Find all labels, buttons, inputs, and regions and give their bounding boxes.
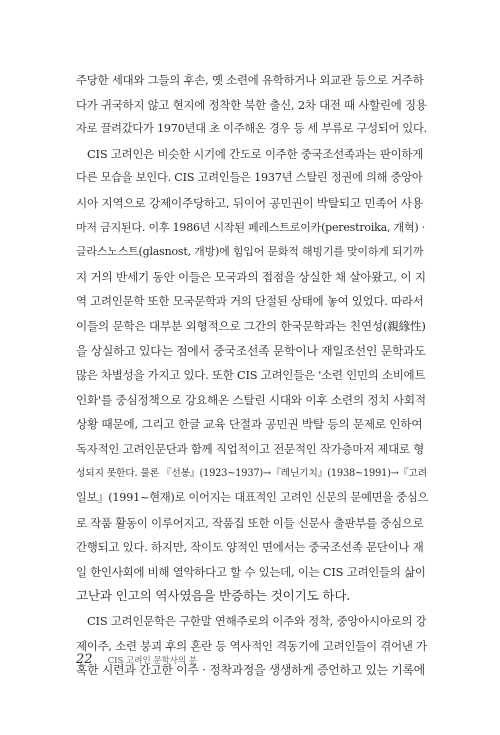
text-line: 혹한 시련과 간고한 이주 · 정착과정을 생생하게 증언하고 있는 기록에 (76, 663, 425, 678)
page-footer (76, 650, 197, 666)
text-line: 성되지 못한다. 물론 『선봉』(1923~1937)→『레닌기치』(1938~1991)→『고려 (76, 467, 427, 479)
text-line: 제이주, 소련 붕괴 후의 혼란 등 역사적인 격동기에 고려인들이 겪어낸 가 (76, 638, 427, 653)
text-line: 자로 끌려갔다가 1970년대 초 이주해온 경우 등 세 부류로 구성되어 있다. (76, 122, 427, 136)
text-line: 고난과 인고의 역사였음을 반증하는 것이기도 하다. (76, 588, 351, 604)
text-line: 많은 차별성을 가지고 있다. 또한 CIS 고려인들은 '소련 인민의 소비에트 (76, 368, 426, 383)
text-line: 지 거의 반세기 동안 이들은 모국과의 접점을 상실한 채 살아왔고, 이 지 (76, 269, 426, 284)
text-line: 마저 금지된다. 이후 1986년 시작된 페레스트로이카(perestroika, 개혁) · (76, 220, 426, 234)
text-line: 다른 모습을 보인다. CIS 고려인들은 1937년 스탈린 정권에 의해 중앙아 (76, 171, 423, 185)
page-number: 22 (76, 652, 93, 667)
text-line: 일보』(1991~현재)로 이어지는 대표적인 고려인 신문의 문예면을 중심으 (76, 491, 428, 505)
text-line: 다가 귀국하지 않고 현지에 정착한 북한 출신, 2차 대전 때 사할린에 징용 (76, 97, 427, 112)
text-line: 로 작품 활동이 이루어지고, 작품집 또한 이들 신문사 출판부를 중심으로 (76, 515, 424, 530)
text-line: 인화'를 중심정책으로 강요해온 스탈린 시대와 이후 소련의 정치 사회적 (76, 392, 426, 407)
text-line: 글라스노스트(glasnost, 개방)에 힘입어 문화적 해빙기를 맞이하게 되기까 (76, 245, 424, 259)
text-line: 간행되고 있다. 하지만, 작이도 양적인 면에서는 중국조선족 문단이나 재 (76, 540, 424, 555)
text-line: 역 고려인문학 또한 모국문학과 거의 단절된 상태에 놓여 있었다. 따라서 (76, 294, 424, 309)
running-title: CIS 고려인 문학사의 분 (107, 656, 198, 666)
paragraph-start-line: CIS 고려인은 비슷한 시기에 간도로 이주한 중국조선족과는 판이하게 (87, 146, 424, 161)
text-line: 독자적인 고려인문단과 함께 직업적이고 전문적인 작가층마저 제대로 형 (76, 441, 425, 456)
text-line: 이들의 문학은 대부분 외형적으로 그간의 한국문학과는 친연성(親緣性) (76, 318, 426, 333)
text-line: 주당한 세대와 그들의 후손, 옛 소련에 유학하거나 외교관 등으로 거주하 (76, 73, 424, 87)
paragraph-start-line: CIS 고려인문학은 구한말 연해주로의 이주와 정착, 중앙아시아로의 강 (87, 614, 427, 629)
body-text (76, 68, 428, 683)
text-line: 시아 지역으로 강제이주당하고, 뒤이어 공민권이 박탈되고 민족어 사용 (76, 195, 423, 210)
text-line: 을 상실하고 있다는 점에서 중국조선족 문학이나 재일조선인 문학과도 (76, 343, 426, 358)
text-line: 일 한인사회에 비해 열악하다고 할 수 있는데, 이는 CIS 고려인들의 삶이 (76, 564, 426, 579)
text-line: 상황 때문에, 그리고 한글 교육 단절과 공민권 박탈 등의 문제로 인하여 (76, 417, 423, 432)
